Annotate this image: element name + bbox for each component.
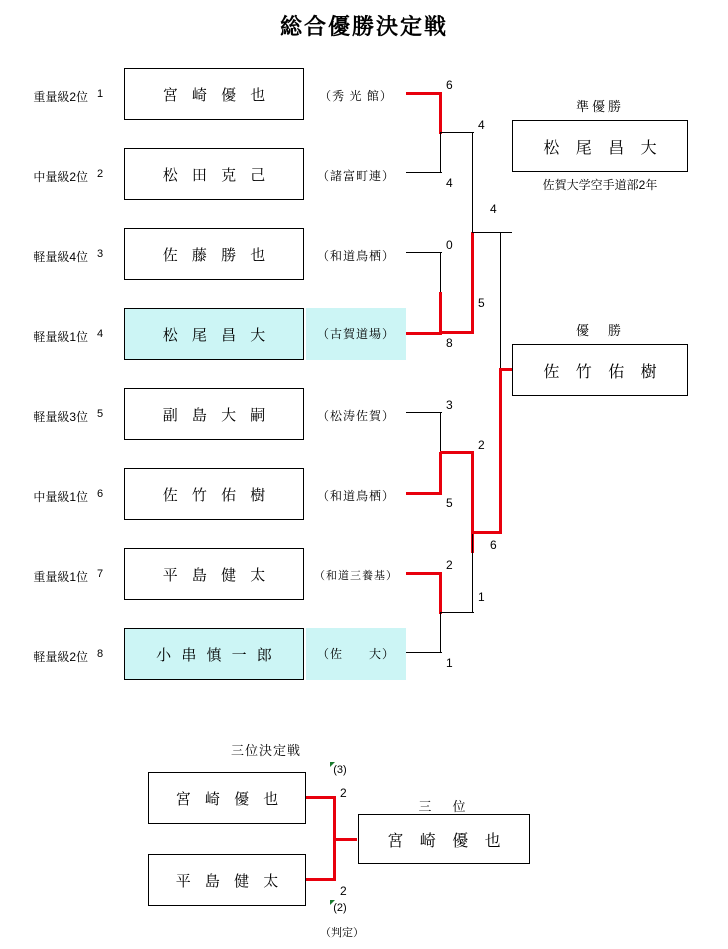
line-runnerup-connector [472,232,512,233]
score-r1-3: 0 [446,238,453,252]
entry-number-6: 6 [96,488,104,500]
line-final-out [499,368,513,371]
seed-label-7: 重量級1位 [33,570,88,584]
runnerup-box[interactable]: 松 尾 昌 大 [512,120,688,172]
third-marker-2: (2) [333,902,347,914]
champion-caption: 優 勝 [575,323,624,338]
seed-label-4: 軽量級1位 [33,330,88,344]
score-r1-6: 5 [446,496,453,510]
line-r1-m1-bottom [406,172,442,173]
line-r1-m1-top [406,92,442,95]
line-r1-m2-vert [440,252,441,293]
line-r2-sf2-vert [472,532,473,613]
player-club-8: （佐 大） [306,628,406,680]
entry-number-2: 2 [96,168,104,180]
line-final-vert [500,232,501,369]
player-box-2[interactable]: 松 田 克 己 [124,148,304,200]
line-r1-m2-bottom [406,332,442,335]
third-score-2: 2 [340,884,347,898]
line-r1-m2-top [406,252,442,253]
player-club-5: （松涛佐賀） [316,409,395,423]
entry-number-7: 7 [96,568,104,580]
line-r2-sf1-vert [472,132,473,233]
player-box-3[interactable]: 佐 藤 勝 也 [124,228,304,280]
seed-label-1: 重量級2位 [33,90,88,104]
line-r2-sf2-bottom [440,612,474,613]
seed-label-2: 中量級2位 [33,170,88,184]
seed-label-5: 軽量級3位 [33,410,88,424]
player-club-1: （秀 光 館） [319,89,393,103]
entry-number-3: 3 [96,248,104,260]
third-decision-note: （判定） [320,927,364,939]
seed-label-3: 軽量級4位 [33,250,88,264]
line-r1-m1-vert [440,132,441,173]
player-club-4: （古賀道場） [306,308,406,360]
runnerup-note: 佐賀大学空手道部2年 [542,178,658,192]
score-r1-2: 4 [446,176,453,190]
score-r2-3: 2 [478,438,485,452]
line-r1-m2-vert-red [439,292,442,334]
line-r1-m4-bottom [406,652,442,653]
seed-label-6: 中量級1位 [33,490,88,504]
line-r2-sf1-vert-red [471,232,474,334]
line-final-bottom [472,531,502,534]
player-club-7: （和道三養基） [314,570,398,582]
line-r1-m3-vert [440,412,441,453]
line-r2-sf1-top [440,132,474,133]
line-third-bottom [306,878,336,881]
line-r2-sf2-top [440,451,474,454]
runnerup-caption: 準優勝 [575,99,624,114]
line-r1-m3-bottom [406,492,442,495]
score-r1-1: 6 [446,78,453,92]
line-r2-sf1-bottom [440,331,474,334]
score-r1-5: 3 [446,398,453,412]
third-result-caption: 三 位 [418,799,470,814]
champion-box[interactable]: 佐 竹 佑 樹 [512,344,688,396]
seed-label-8: 軽量級2位 [33,650,88,664]
line-r1-m4-vert [440,612,441,653]
third-place-caption: 三位決定戦 [230,743,301,758]
player-box-1[interactable]: 宮 崎 優 也 [124,68,304,120]
player-box-6[interactable]: 佐 竹 佑 樹 [124,468,304,520]
line-r1-m4-top [406,572,442,575]
line-r1-m1-vert-red [439,92,442,134]
entry-number-4: 4 [96,328,104,340]
score-final-2: 6 [490,538,497,552]
player-box-8[interactable]: 小 串 慎 一 郎 [124,628,304,680]
player-box-7[interactable]: 平 島 健 太 [124,548,304,600]
line-final-vert-red [499,368,502,534]
entry-number-8: 8 [96,648,104,660]
player-club-3: （和道鳥栖） [316,249,395,263]
third-player-box-2[interactable]: 平 島 健 太 [148,854,306,906]
score-r1-7: 2 [446,558,453,572]
third-player-box-1[interactable]: 宮 崎 優 也 [148,772,306,824]
page-title: 総合優勝決定戦 [279,14,448,39]
entry-number-1: 1 [96,88,104,100]
player-box-5[interactable]: 副 島 大 嗣 [124,388,304,440]
third-marker-1: (3) [333,764,347,776]
third-result-box[interactable]: 宮 崎 優 也 [358,814,530,864]
line-third-out [333,838,357,841]
player-club-2: （諸富町連） [316,169,395,183]
score-r1-4: 8 [446,336,453,350]
score-r2-2: 5 [478,296,485,310]
score-r2-1: 4 [478,118,485,132]
line-r1-m3-vert-red [439,452,442,494]
player-box-4[interactable]: 松 尾 昌 大 [124,308,304,360]
line-third-top [306,796,336,799]
score-final-1: 4 [490,202,497,216]
player-club-6: （和道鳥栖） [316,489,395,503]
line-r1-m3-top [406,412,442,413]
entry-number-5: 5 [96,408,104,420]
third-score-1: 2 [340,786,347,800]
line-r1-m4-vert-red [439,572,442,614]
score-r2-4: 1 [478,590,485,604]
score-r1-8: 1 [446,656,453,670]
